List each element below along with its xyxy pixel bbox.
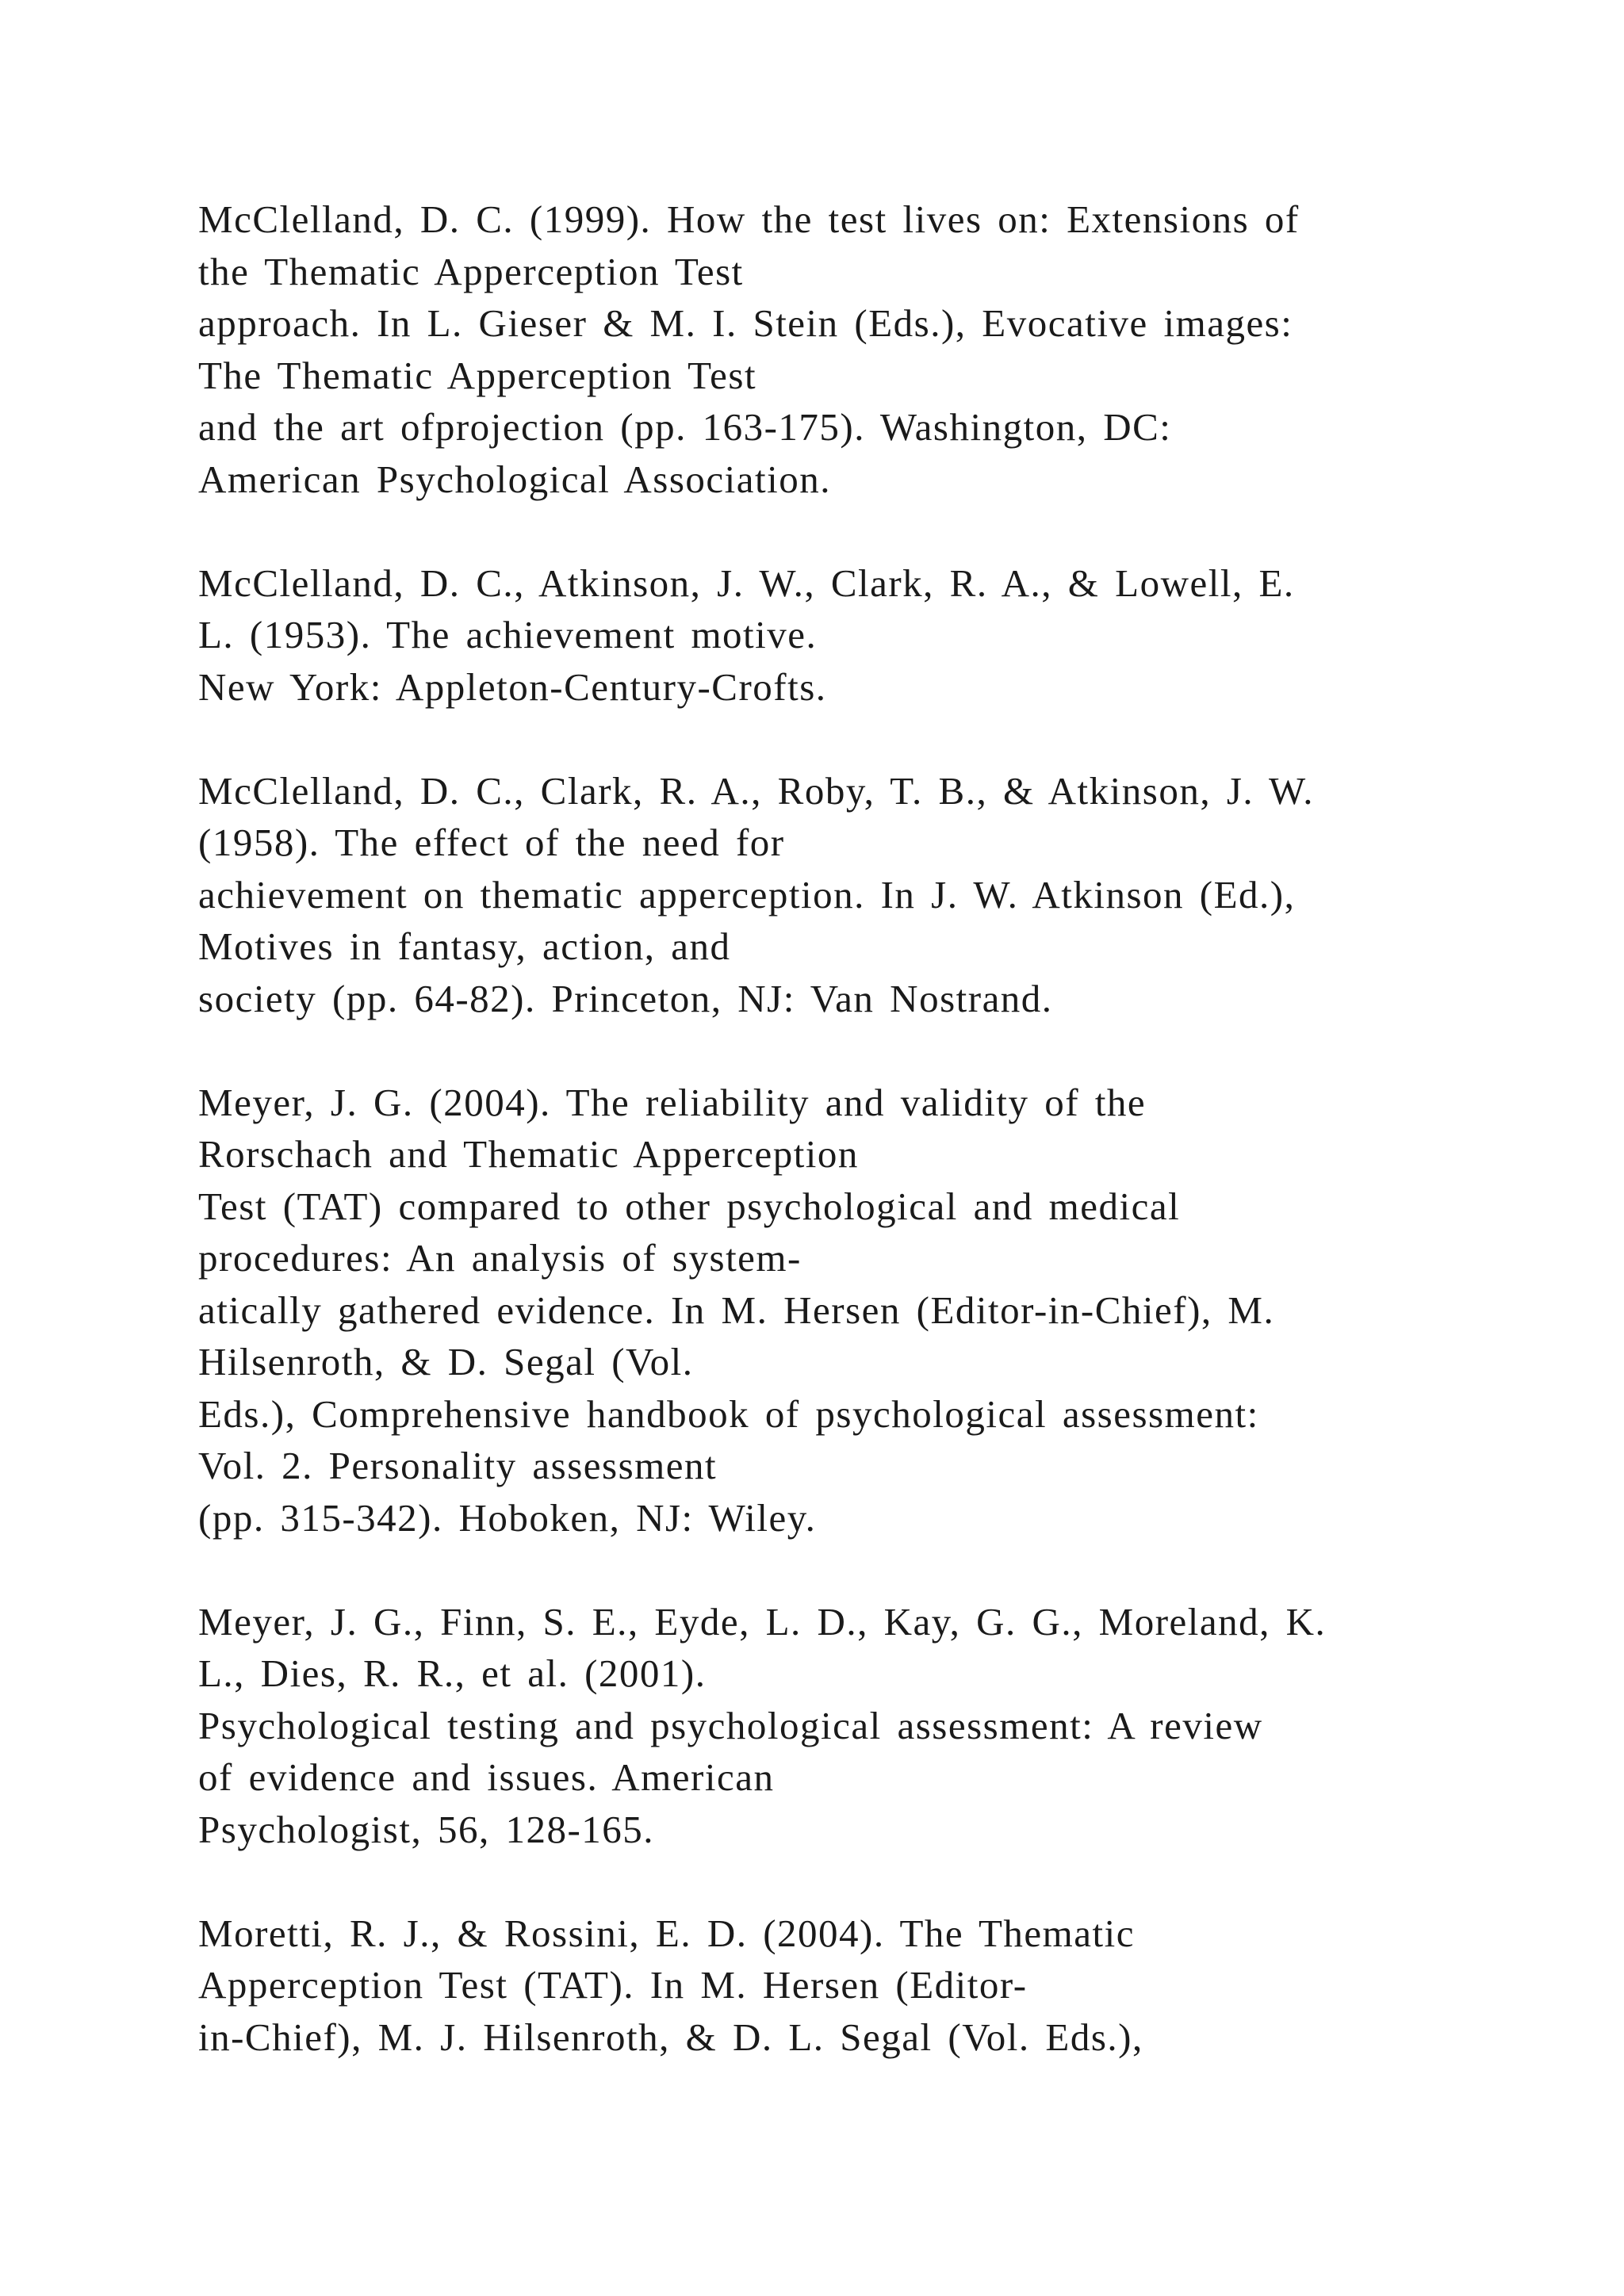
reference-line: McClelland, D. C., Clark, R. A., Roby, T. B., & Atkinson, J. W. <box>198 768 1315 813</box>
reference-entry <box>198 1077 1499 1544</box>
reference-line: Moretti, R. J., & Rossini, E. D. (2004). The Thematic <box>198 1911 1136 1955</box>
reference-line: Test (TAT) compared to other psychological and medical <box>198 1184 1181 1228</box>
reference-line: McClelland, D. C. (1999). How the test lives on: Extensions of <box>198 197 1300 241</box>
reference-line: of evidence and issues. American <box>198 1755 775 1799</box>
reference-entry <box>198 765 1499 1025</box>
reference-line: Psychological testing and psychological assessment: A review <box>198 1703 1263 1747</box>
reference-line: Rorschach and Thematic Apperception <box>198 1132 859 1176</box>
reference-line: the Thematic Apperception Test <box>198 249 744 293</box>
reference-entry <box>198 193 1499 505</box>
reference-entry <box>198 1596 1499 1856</box>
reference-entry <box>198 1908 1499 2064</box>
reference-line: L., Dies, R. R., et al. (2001). <box>198 1651 707 1695</box>
reference-line: and the art ofprojection (pp. 163-175). Washington, DC: <box>198 405 1172 449</box>
reference-line: (1958). The effect of the need for <box>198 821 785 864</box>
reference-line: achievement on thematic apperception. In J. W. Atkinson (Ed.), <box>198 872 1296 916</box>
reference-line: L. (1953). The achievement motive. <box>198 613 818 656</box>
reference-line: Vol. 2. Personality assessment <box>198 1444 718 1487</box>
reference-line: society (pp. 64-82). Princeton, NJ: Van Nostrand. <box>198 976 1053 1020</box>
reference-line: American Psychological Association. <box>198 457 831 501</box>
reference-line: approach. In L. Gieser & M. I. Stein (Eds.), Evocative images: <box>198 301 1293 345</box>
reference-line: McClelland, D. C., Atkinson, J. W., Clark, R. A., & Lowell, E. <box>198 561 1295 605</box>
document-page <box>198 193 1499 2063</box>
reference-entry <box>198 557 1499 714</box>
reference-line: (pp. 315-342). Hoboken, NJ: Wiley. <box>198 1495 817 1540</box>
reference-line: atically gathered evidence. In M. Hersen (Editor-in-Chief), M. <box>198 1288 1275 1332</box>
reference-line: Meyer, J. G. (2004). The reliability and validity of the <box>198 1080 1147 1124</box>
reference-line: The Thematic Apperception Test <box>198 353 757 397</box>
reference-line: New York: Appleton-Century-Crofts. <box>198 664 827 709</box>
reference-line: Hilsenroth, & D. Segal (Vol. <box>198 1340 694 1383</box>
reference-line: Eds.), Comprehensive handbook of psychological assessment: <box>198 1391 1259 1436</box>
reference-line: Motives in fantasy, action, and <box>198 924 731 968</box>
reference-line: Apperception Test (TAT). In M. Hersen (Editor- <box>198 1963 1028 2007</box>
reference-line: Psychologist, 56, 128-165. <box>198 1807 655 1851</box>
reference-line: in-Chief), M. J. Hilsenroth, & D. L. Segal (Vol. Eds.), <box>198 2015 1143 2059</box>
reference-line: Meyer, J. G., Finn, S. E., Eyde, L. D., Kay, G. G., Moreland, K. <box>198 1599 1327 1644</box>
reference-line: procedures: An analysis of system- <box>198 1236 802 1280</box>
